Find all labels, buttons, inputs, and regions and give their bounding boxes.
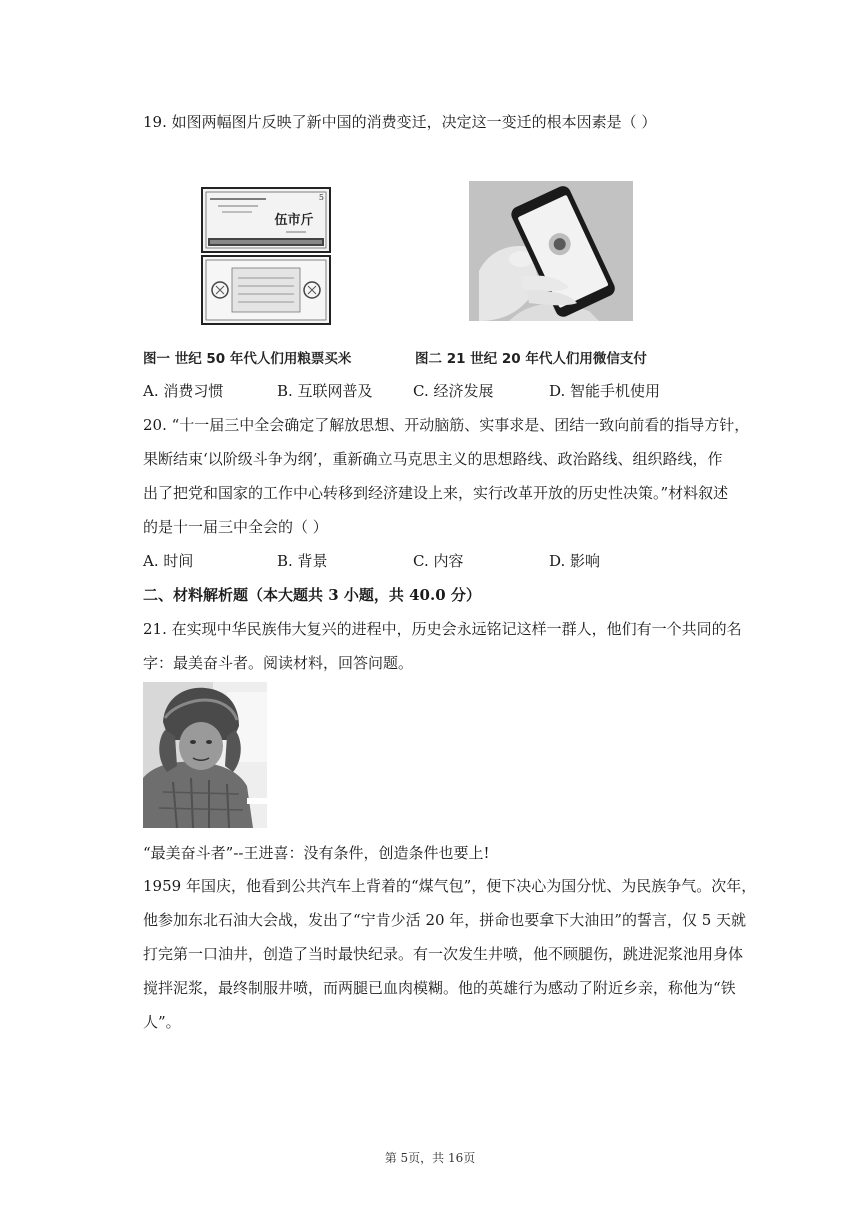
q21-body-line-4: 搅拌泥浆，最终制服井喷，而两腿已血肉模糊。他的英雄行为感动了附近乡亲，称他为“铁 xyxy=(143,979,736,997)
section-2-heading: 二、材料解析题（本大题共 3 小题，共 40.0 分） xyxy=(143,586,481,604)
figure1-caption: 图一 世纪 50 年代人们用粮票买米 xyxy=(143,351,352,367)
ticket-denomination: 伍市斤 xyxy=(274,213,314,228)
figure2-caption: 图二 21 世纪 20 年代人们用微信支付 xyxy=(415,351,647,367)
q21-quote: “最美奋斗者”--王进喜：没有条件，创造条件也要上! xyxy=(143,844,490,862)
q19-option-d: D. 智能手机使用 xyxy=(549,382,661,400)
q20-option-b: B. 背景 xyxy=(277,552,328,570)
q21-body-line-5: 人”。 xyxy=(143,1013,181,1031)
q21-stem-line-1: 21. 在实现中华民族伟大复兴的进程中，历史会永远铭记这样一群人，他们有一个共同的名 xyxy=(143,620,742,638)
q21-body-line-2: 他参加东北石油大会战，发出了“宁肯少活 20 年，拼命也要拿下大油田”的誓言，仅 5 天就 xyxy=(143,911,747,929)
grain-ticket-image xyxy=(196,182,336,332)
wechat-pay-image xyxy=(469,181,633,321)
q20-option-d: D. 影响 xyxy=(549,552,601,570)
q20-line-3: 出了把党和国家的工作中心转移到经济建设上来，实行改革开放的历史性决策。”材料叙述 xyxy=(143,484,729,502)
wang-jinxi-photo xyxy=(143,682,267,828)
q21-stem-line-2: 字：最美奋斗者。阅读材料，回答问题。 xyxy=(143,654,414,672)
q19-option-c: C. 经济发展 xyxy=(413,382,494,400)
q19-option-a: A. 消费习惯 xyxy=(143,382,224,400)
svg-text:5: 5 xyxy=(318,193,324,202)
q19-stem: 19. 如图两幅图片反映了新中国的消费变迁，决定这一变迁的根本因素是（ ） xyxy=(143,113,657,131)
q21-body-line-1: 1959 年国庆，他看到公共汽车上背着的“煤气包”，便下决心为国分忧、为民族争气。次年， xyxy=(143,877,757,895)
q20-option-c: C. 内容 xyxy=(413,552,464,570)
q21-body-line-3: 打完第一口油井，创造了当时最快纪录。有一次发生井喷，他不顾腿伤，跳进泥浆池用身体 xyxy=(143,945,744,963)
q20-line-2: 果断结束‘以阶级斗争为纲’，重新确立马克思主义的思想路线、政治路线、组织路线，作 xyxy=(143,450,723,468)
q20-option-a: A. 时间 xyxy=(143,552,194,570)
q20-line-1: 20. “十一届三中全会确定了解放思想、开动脑筋、实事求是、团结一致向前看的指导方针， xyxy=(143,416,750,434)
q20-line-4: 的是十一届三中全会的（ ） xyxy=(143,518,328,536)
q19-option-b: B. 互联网普及 xyxy=(277,382,373,400)
page-footer: 第 5页，共 16页 xyxy=(384,1151,476,1165)
